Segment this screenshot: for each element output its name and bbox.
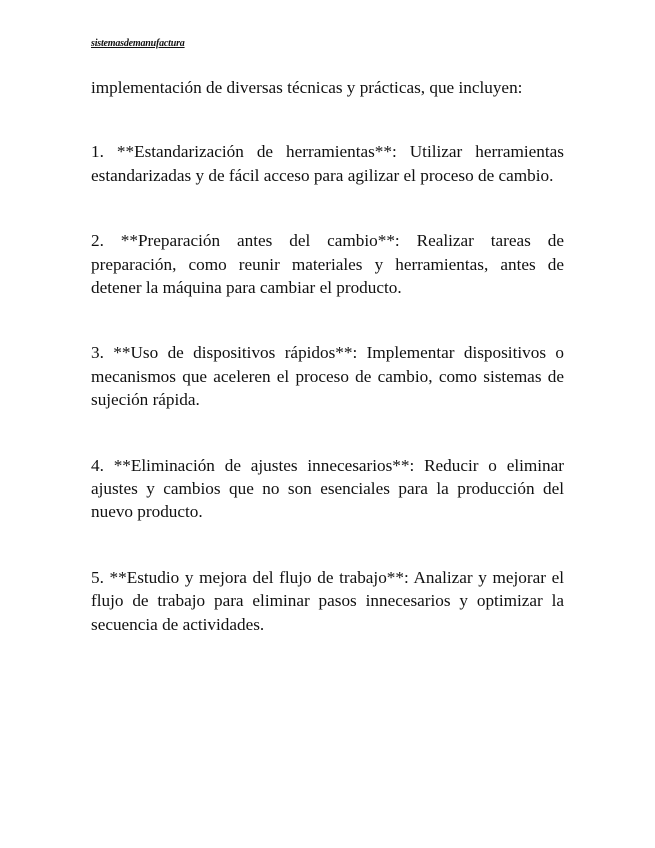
- document-body: [91, 76, 564, 678]
- page-header: sistemasdemanufactura: [91, 38, 185, 49]
- list-item-4: 4. **Eliminación de ajustes innecesarios**: Reducir o eliminar ajustes y cambios que no son esenciales para la producción del nuevo producto.: [91, 455, 564, 522]
- list-item-2: 2. **Preparación antes del cambio**: Realizar tareas de preparación, como reunir materiales y herramientas, antes de detener la máquina para cambiar el producto.: [91, 231, 564, 298]
- list-item-5: 5. **Estudio y mejora del flujo de trabajo**: Analizar y mejorar el flujo de trabajo para eliminar pasos innecesarios y optimizar la secuencia de actividades.: [91, 567, 564, 634]
- list-item-3: 3. **Uso de dispositivos rápidos**: Implementar dispositivos o mecanismos que aceleren el proceso de cambio, como sistemas de sujeción rápida.: [91, 343, 564, 410]
- intro-paragraph: implementación de diversas técnicas y prácticas, que incluyen:: [91, 78, 523, 97]
- list-item-1: 1. **Estandarización de herramientas**: Utilizar herramientas estandarizadas y de fácil acceso para agilizar el proceso de cambio.: [91, 142, 564, 185]
